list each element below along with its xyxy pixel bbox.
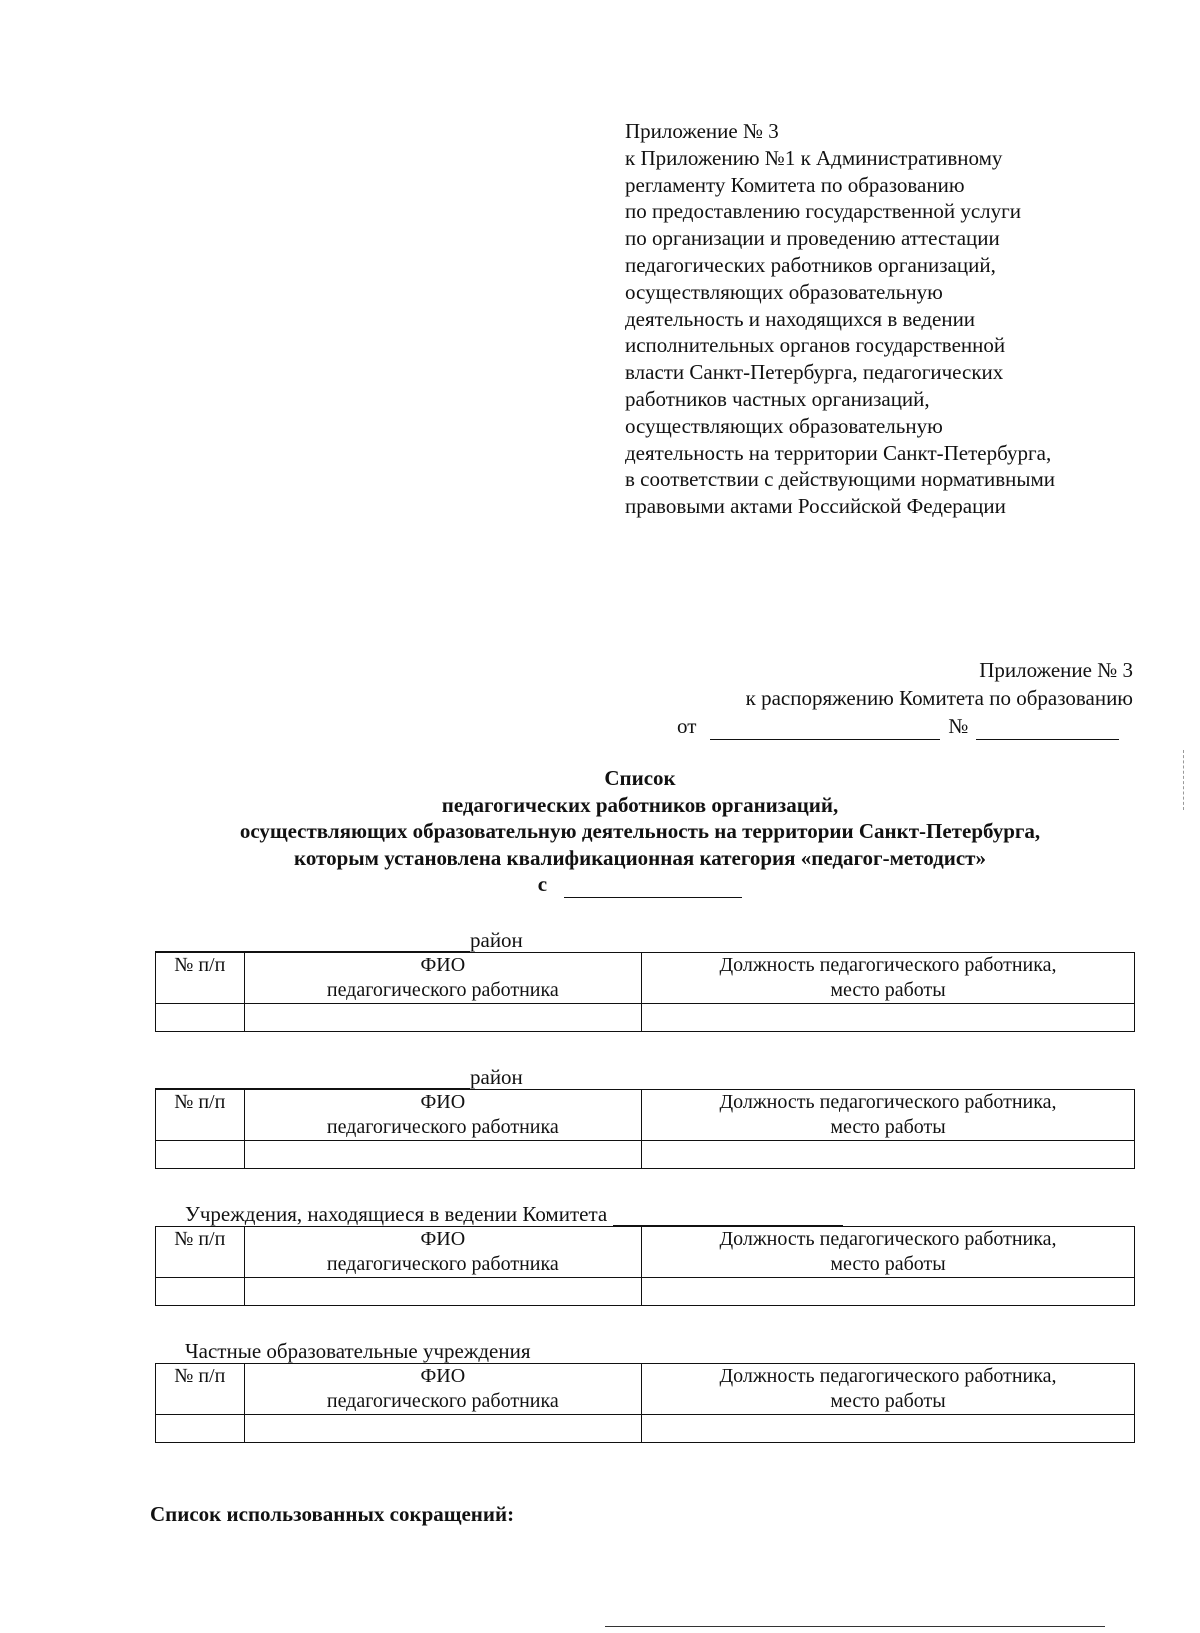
section-district-1 (155, 928, 1135, 1032)
header-position-line1: Должность педагогического работника, (719, 1228, 1057, 1250)
appendix-line: осуществляющих образовательную (625, 413, 943, 438)
order-from-label: от (677, 714, 697, 738)
title-line: педагогических работников организаций, (441, 792, 839, 817)
table-header-row (156, 1364, 1135, 1415)
header-num: № п/п (156, 1090, 245, 1141)
header-num: № п/п (156, 953, 245, 1004)
table-row (156, 1004, 1135, 1032)
order-subtitle: к распоряжению Комитета по образованию (745, 686, 1133, 710)
table-header-row (156, 953, 1135, 1004)
title-line: которым установлена квалификационная категория «педагог-методист» (294, 845, 986, 870)
section-label-row (155, 1065, 1135, 1089)
appendix-line: деятельность и находящихся в ведении (625, 306, 976, 331)
bottom-rule (605, 1626, 1105, 1627)
appendix-line: Приложение № 3 (625, 119, 779, 143)
appendix-line: к Приложению №1 к Административному (625, 145, 1003, 170)
title-line: осуществляющих образовательную деятельность на территории Санкт-Петербурга, (239, 819, 1041, 843)
section-label: район (470, 928, 523, 952)
district-blank (155, 933, 470, 952)
header-fio (244, 1227, 641, 1278)
cell-num (156, 1415, 245, 1443)
header-fio-line2: педагогического работника (326, 1116, 559, 1138)
appendix-line: по предоставлению государственной услуги (625, 199, 1021, 224)
list-title (100, 765, 1180, 898)
appendix-line: работников частных организаций, (625, 386, 930, 411)
district-blank (155, 1070, 470, 1089)
header-num: № п/п (156, 1364, 245, 1415)
cell-fio (244, 1278, 641, 1306)
appendix-line: в соответствии с действующими нормативными (625, 467, 1056, 492)
appendix-line: правовыми актами Российской Федерации (625, 494, 1006, 519)
cell-num (156, 1004, 245, 1032)
appendix-line: педагогических работников организаций, (625, 252, 996, 277)
section-district-2 (155, 1065, 1135, 1169)
header-fio (244, 953, 641, 1004)
title-line: Список (604, 766, 676, 790)
header-position-line1: Должность педагогического работника, (719, 954, 1057, 976)
since-label: с (537, 872, 548, 896)
scan-mark (1183, 750, 1186, 810)
header-position (642, 1227, 1135, 1278)
section-label: Учреждения, находящиеся в ведении Комитета (185, 1202, 608, 1226)
order-reference (600, 656, 1133, 740)
header-fio-line1: ФИО (420, 1091, 466, 1113)
header-position-line2: место работы (830, 979, 946, 1001)
header-fio-line1: ФИО (420, 954, 466, 976)
header-position-line2: место работы (830, 1116, 946, 1138)
appendix-line: регламенту Комитета по образованию (625, 172, 965, 197)
teachers-table (155, 1089, 1135, 1169)
cell-position (642, 1004, 1135, 1032)
cell-position (642, 1278, 1135, 1306)
table-header-row (156, 1090, 1135, 1141)
table-row (156, 1141, 1135, 1169)
cell-position (642, 1415, 1135, 1443)
cell-position (642, 1141, 1135, 1169)
table-header-row (156, 1227, 1135, 1278)
teachers-table (155, 952, 1135, 1032)
order-number-label: № (948, 714, 969, 738)
teachers-table (155, 1226, 1135, 1306)
teachers-table (155, 1363, 1135, 1443)
header-fio-line2: педагогического работника (326, 1253, 559, 1275)
header-position-line1: Должность педагогического работника, (719, 1365, 1057, 1387)
header-num: № п/п (156, 1227, 245, 1278)
appendix-line: власти Санкт-Петербурга, педагогических (625, 360, 1004, 385)
header-fio (244, 1364, 641, 1415)
section-label: район (470, 1065, 523, 1089)
section-committee-institutions (155, 1202, 1135, 1306)
since-line (100, 871, 1180, 898)
header-position (642, 1364, 1135, 1415)
header-fio-line2: педагогического работника (326, 1390, 559, 1412)
header-fio-line1: ФИО (420, 1228, 466, 1250)
section-label-row (155, 1202, 1135, 1226)
header-position (642, 1090, 1135, 1141)
order-date-number-line (600, 712, 1133, 740)
cell-fio (244, 1004, 641, 1032)
header-position-line2: место работы (830, 1253, 946, 1275)
header-fio-line1: ФИО (420, 1365, 466, 1387)
table-row (156, 1415, 1135, 1443)
appendix-line: осуществляющих образовательную (625, 279, 943, 304)
order-title: Приложение № 3 (979, 658, 1133, 682)
order-number-blank (976, 721, 1119, 740)
appendix-line: по организации и проведению аттестации (625, 226, 1000, 251)
table-row (156, 1278, 1135, 1306)
appendix-header (625, 118, 1145, 520)
since-date-blank (564, 879, 742, 898)
abbreviations-title: Список использованных сокращений: (150, 1502, 515, 1526)
section-label-blank (613, 1207, 843, 1226)
header-fio (244, 1090, 641, 1141)
header-position-line1: Должность педагогического работника, (719, 1091, 1057, 1113)
section-label-row (155, 1339, 1135, 1363)
cell-num (156, 1141, 245, 1169)
header-fio-line2: педагогического работника (326, 979, 559, 1001)
section-private-institutions (155, 1339, 1135, 1443)
section-label-row (155, 928, 1135, 952)
header-position (642, 953, 1135, 1004)
cell-num (156, 1278, 245, 1306)
cell-fio (244, 1415, 641, 1443)
section-label: Частные образовательные учреждения (185, 1339, 531, 1363)
header-position-line2: место работы (830, 1390, 946, 1412)
appendix-line: исполнительных органов государственной (625, 333, 1006, 358)
order-date-blank (710, 721, 940, 740)
appendix-line: деятельность на территории Санкт-Петербурга, (625, 440, 1052, 465)
cell-fio (244, 1141, 641, 1169)
